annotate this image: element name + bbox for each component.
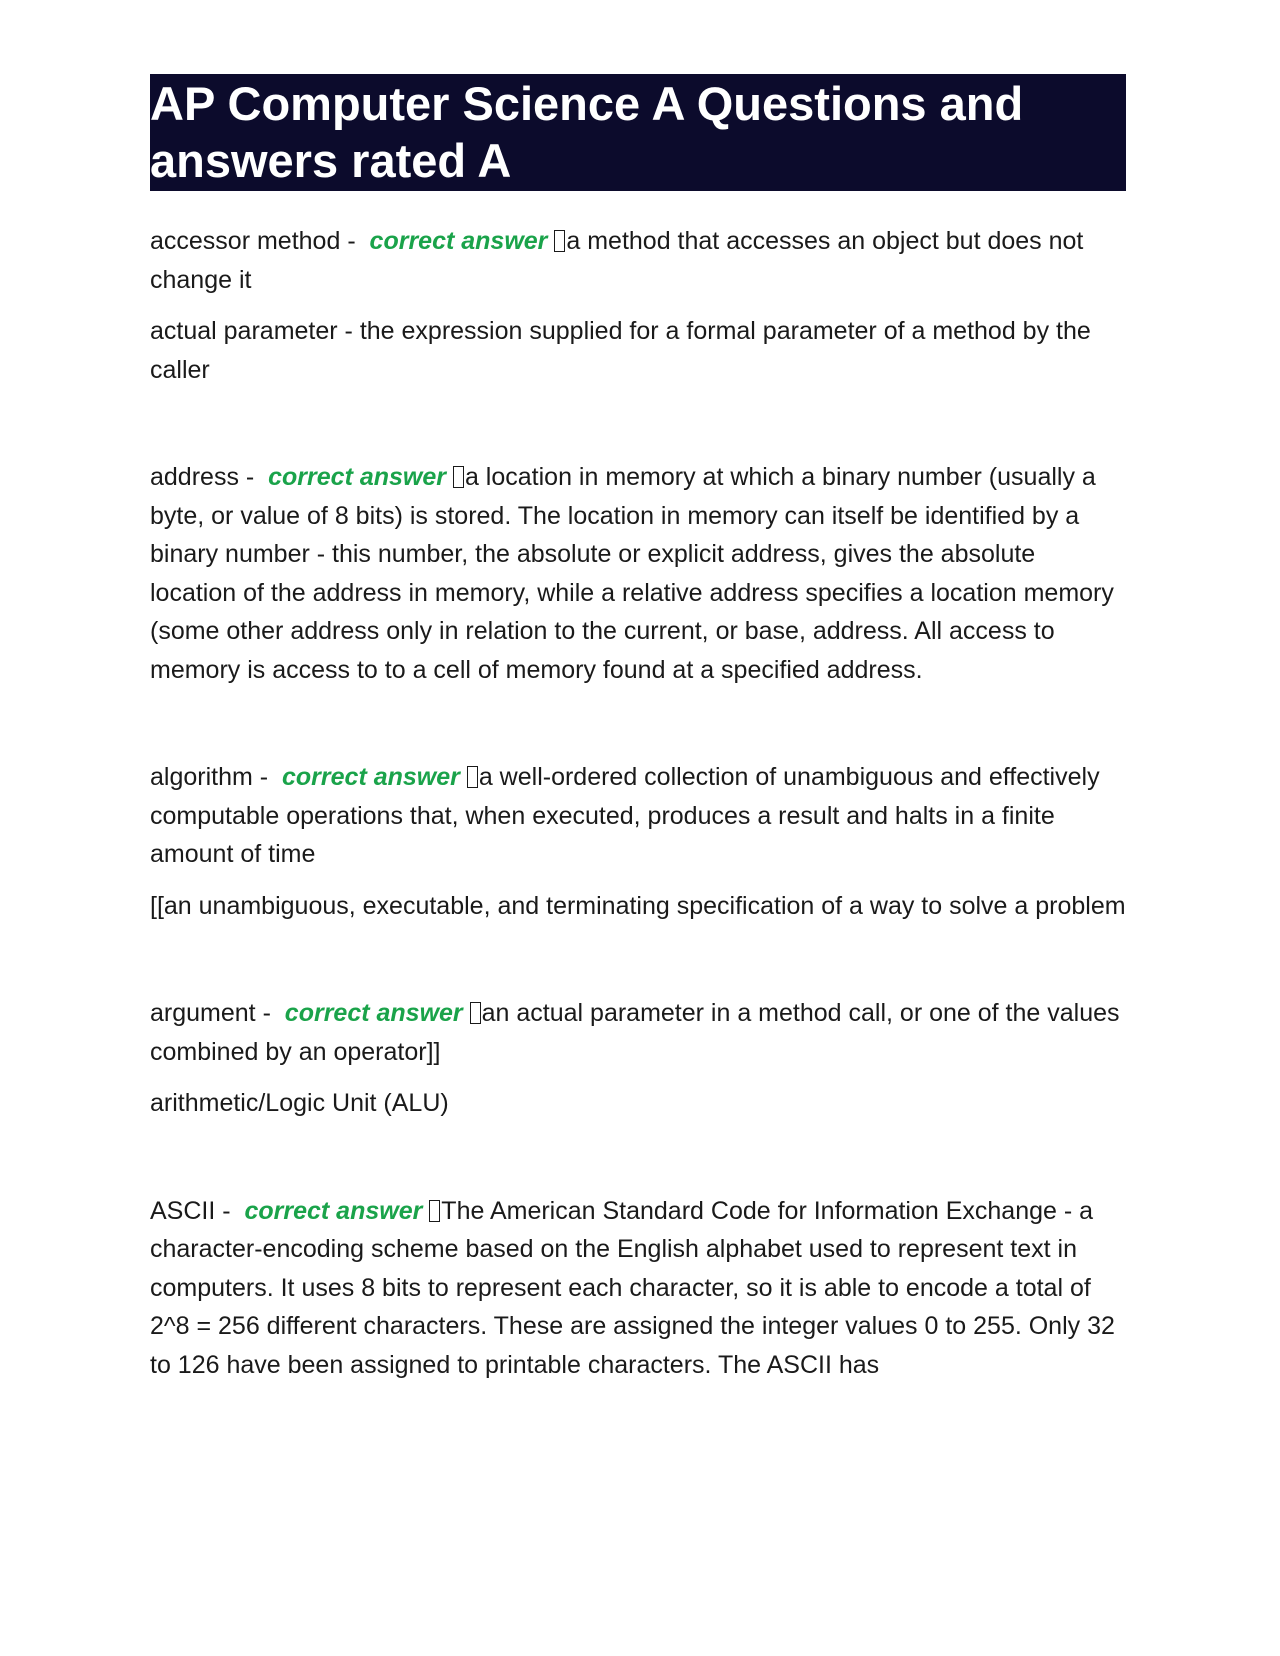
entry-accessor-method: accessor method - correct answer a method that accesses an object but does not change it <box>150 227 1084 294</box>
entry-argument: argument - correct answer an actual parameter in a method call, or one of the values combined by an operator]] <box>150 999 1120 1066</box>
entry-term: ASCII <box>150 1196 216 1225</box>
missing-glyph-box-icon <box>453 466 464 488</box>
entry-text: actual parameter - the expression supplied for a formal parameter of a method by the caller <box>150 317 1091 384</box>
correct-answer-label: correct answer <box>284 999 463 1027</box>
entry-definition: The American Standard Code for Information Exchange - a character-encoding scheme based on the English alphabet used to represent text in computers. It uses 8 bits to represent each character, so it is able to encode a total of 2^8 = 256 different characters. These are assigned the integer values 0 to 255. Only 32 to 126 have been assigned to printable characters. The ASCII has <box>150 1196 1115 1379</box>
entry-algorithm-alt <box>150 887 1126 926</box>
entry-term: accessor method <box>150 227 341 255</box>
correct-answer-label: correct answer <box>244 1196 423 1225</box>
document-page <box>150 74 1126 1384</box>
document-title: AP Computer Science A Questions and answers rated A <box>150 74 1126 191</box>
entry-ascii: ASCII - correct answer The American Standard Code for Information Exchange - a character-encoding scheme based on the English alphabet used to represent text in computers. It uses 8 bits to represent each character, so it is able to encode a total of 2^8 = 256 different characters. These are assigned the integer values 0 to 255. Only 32 to 126 have been assigned to printable characters. The ASCII has <box>150 1196 1115 1379</box>
entry-alu <box>150 1084 1126 1123</box>
correct-answer-label: correct answer <box>282 763 460 791</box>
entry-definition: an actual parameter in a method call, or one of the values combined by an operator]] <box>150 999 1120 1066</box>
entry-term: algorithm <box>150 763 253 791</box>
entry-definition: a method that accesses an object but does not change it <box>150 227 1084 294</box>
entry-term: argument <box>150 999 256 1027</box>
missing-glyph-box-icon <box>470 1002 481 1024</box>
entry-address: address - correct answer a location in memory at which a binary number (usually a byte, or value of 8 bits) is stored. The location in memory can itself be identified by a binary number - this number, the absolute or explicit address, gives the absolute location of the address in memory, while a relative address specifies a location memory (some other address only in relation to the current, or base, address. All access to memory is access to to a cell of memory found at a specified address. <box>150 463 1114 684</box>
entry-algorithm: algorithm - correct answer a well-ordered collection of unambiguous and effectively computable operations that, when executed, produces a result and halts in a finite amount of time <box>150 763 1100 868</box>
entry-text: arithmetic/Logic Unit (ALU) <box>150 1089 449 1117</box>
entry-term: address <box>150 463 239 491</box>
entry-definition: a well-ordered collection of unambiguous and effectively computable operations that, when executed, produces a result and halts in a finite amount of time <box>150 763 1100 868</box>
correct-answer-label: correct answer <box>369 227 548 255</box>
entry-text: [[an unambiguous, executable, and terminating specification of a way to solve a problem <box>150 891 1126 920</box>
entry-definition: a location in memory at which a binary number (usually a byte, or value of 8 bits) is stored. The location in memory can itself be identified by a binary number - this number, the absolute or explicit address, gives the absolute location of the address in memory, while a relative address specifies a location memory (some other address only in relation to the current, or base, address. All access to memory is access to to a cell of memory found at a specified address. <box>150 463 1114 684</box>
missing-glyph-box-icon <box>554 230 565 252</box>
missing-glyph-box-icon <box>429 1200 440 1222</box>
missing-glyph-box-icon <box>467 766 478 788</box>
entry-actual-parameter <box>150 312 1126 389</box>
correct-answer-label: correct answer <box>268 463 446 491</box>
document-body <box>150 222 1126 1384</box>
